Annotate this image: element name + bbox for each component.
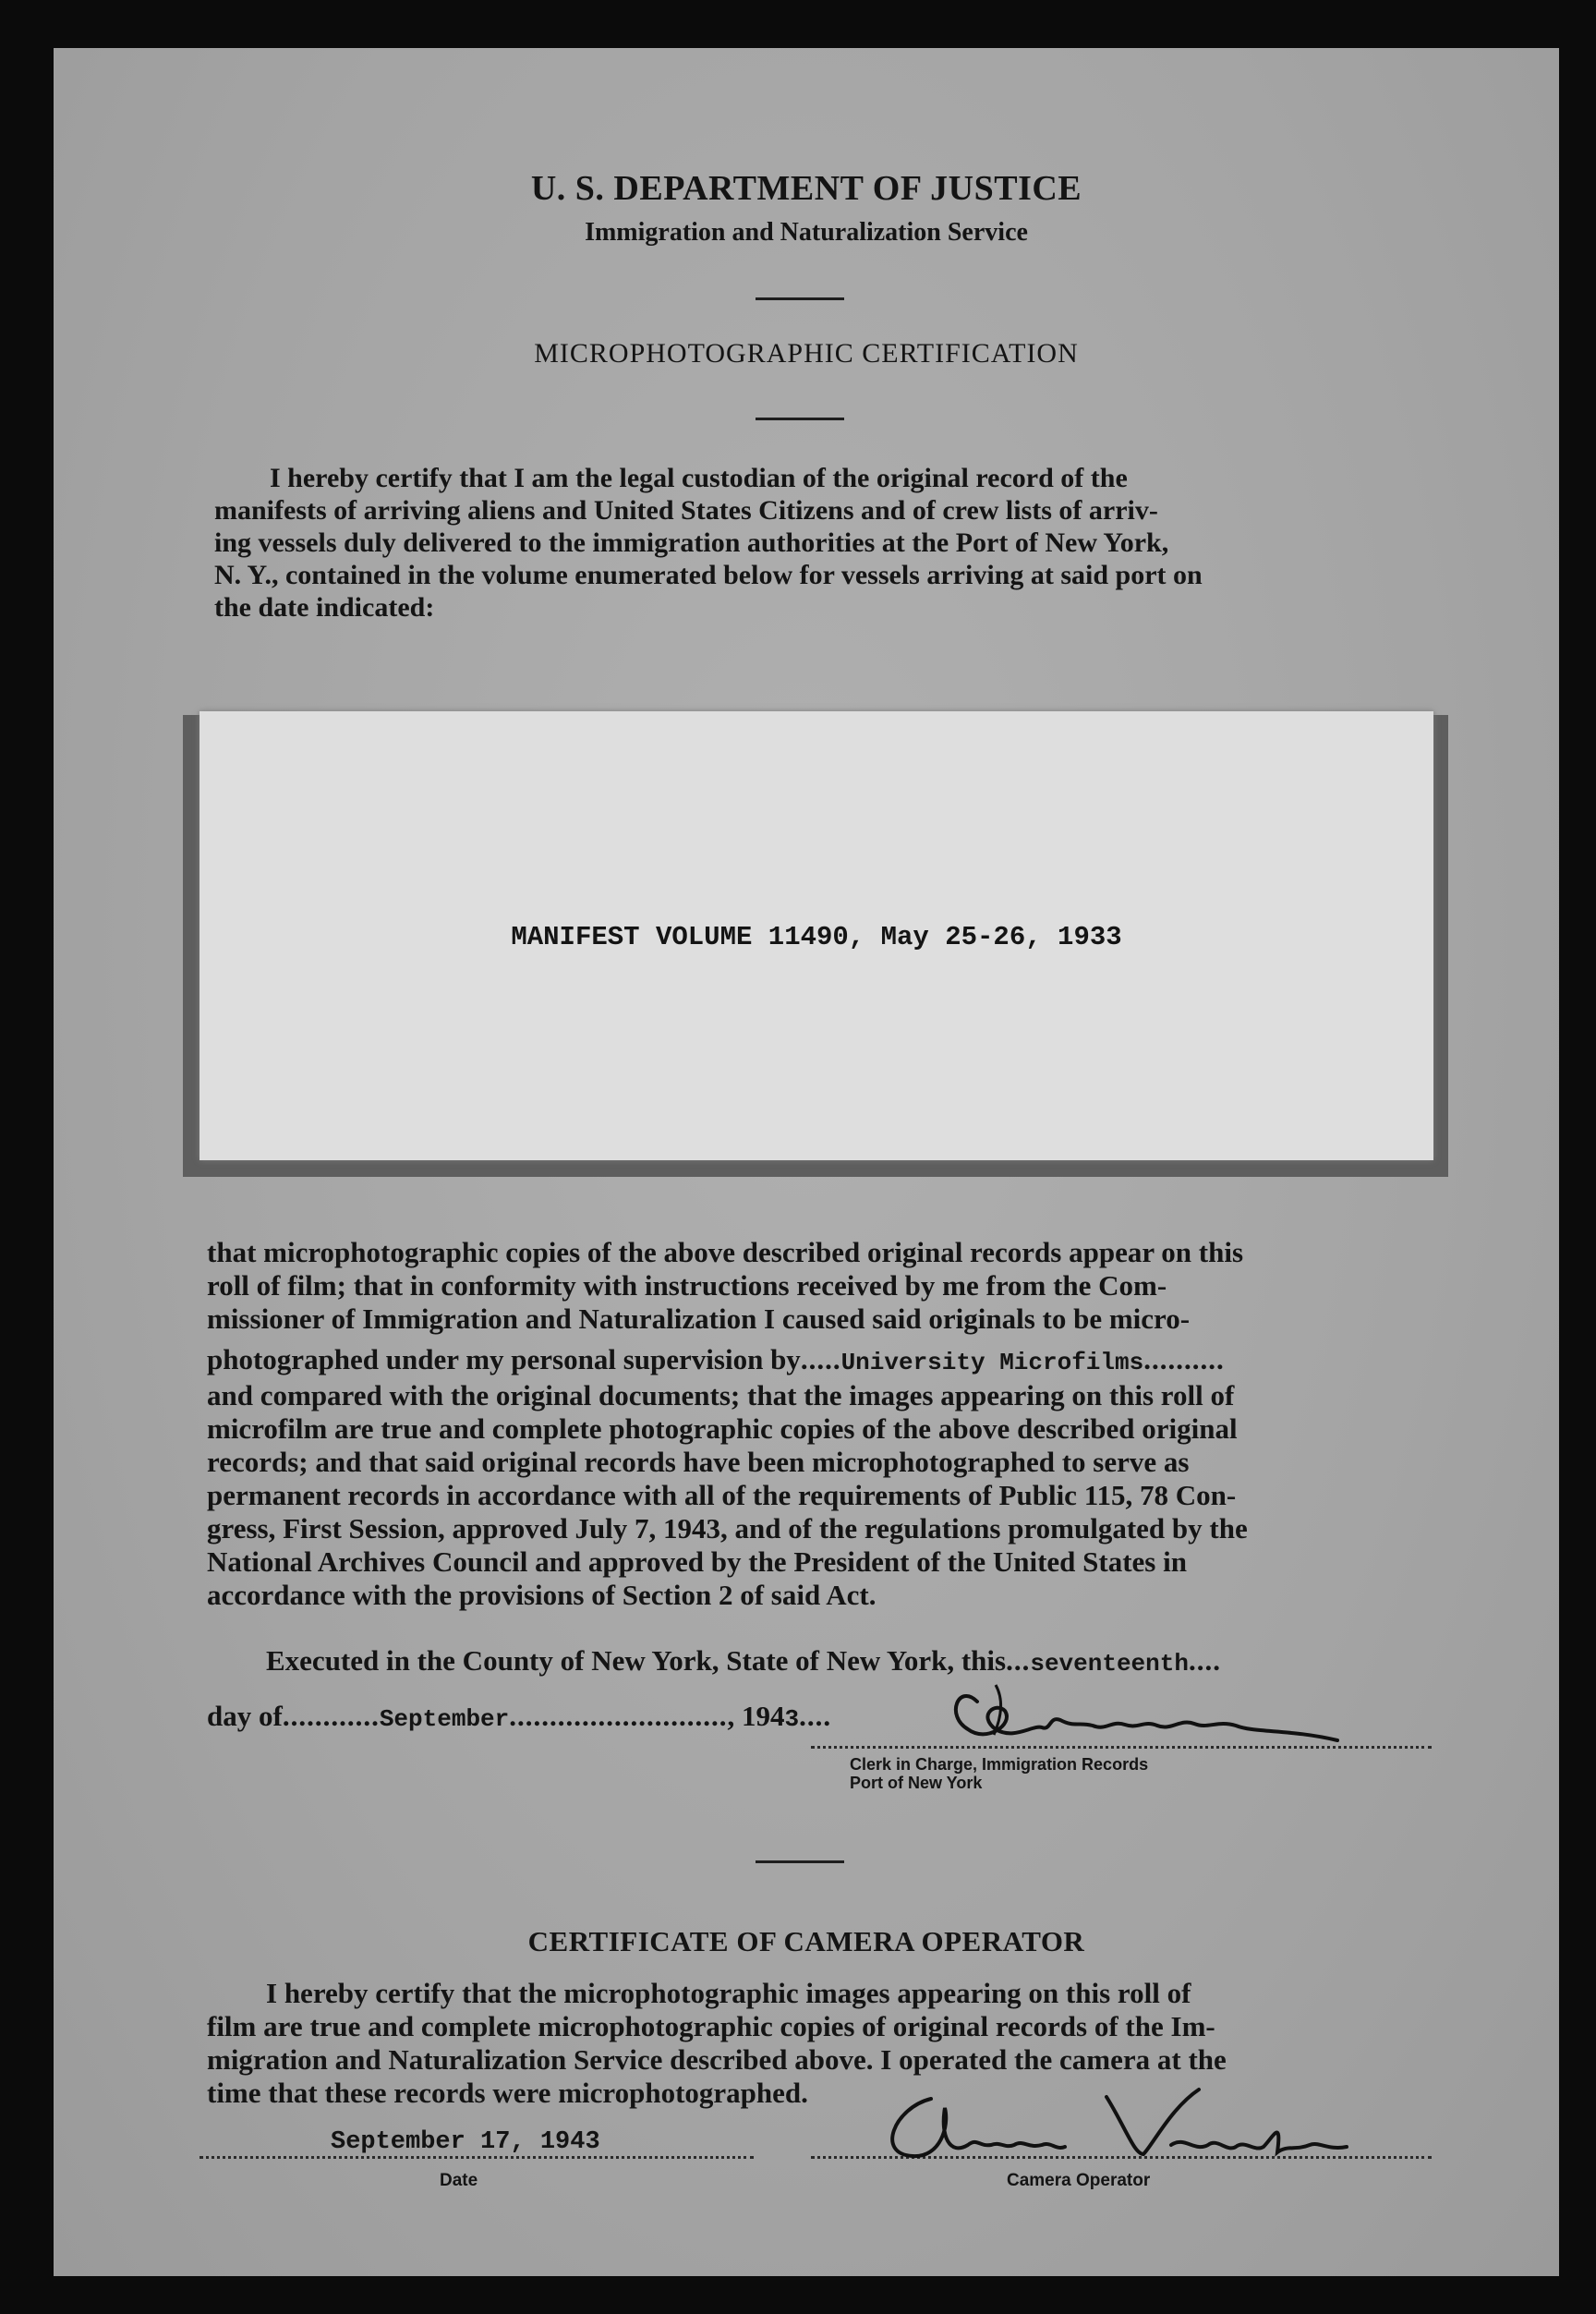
body-line: National Archives Council and approved by the President of the United States in [207,1545,1187,1578]
month-value: September [379,1705,510,1733]
executed-prefix: Executed in the County of New York, State of New York, this [266,1644,1007,1677]
supervisor-name: University Microfilms [840,1349,1144,1376]
body-line: gress, First Session, approved July 7, 1943, and of the regulations promulgated by the [207,1512,1248,1545]
manifest-card [200,711,1433,1160]
date-value: September 17, 1943 [331,2128,600,2156]
supervision-prefix: photographed under my personal supervision by [207,1343,801,1375]
date-line [200,2156,754,2159]
operator-signature [866,2080,1384,2173]
body-line: roll of film; that in conformity with instructions received by me from the Com- [207,1269,1167,1302]
department-title: U. S. DEPARTMENT OF JUSTICE [530,169,1082,208]
divider-rule-3 [756,1860,844,1863]
certification-title: MICROPHOTOGRAPHIC CERTIFICATION [534,338,1079,369]
day-of-prefix: day of [207,1700,283,1732]
camera-certificate-title: CERTIFICATE OF CAMERA OPERATOR [527,1925,1085,1957]
paragraph-line: N. Y., contained in the volume enumerated below for vessels arriving at said port on [214,560,1203,590]
certificate-sheet [54,48,1559,2276]
custodian-paragraph [214,462,1443,624]
body-line: microfilm are true and complete photographic copies of the above described original [207,1412,1238,1445]
clerk-caption [850,1755,1148,1792]
clerk-title: Clerk in Charge, Immigration Records [850,1755,1149,1774]
executed-line: Executed in the County of New York, State of New York, this...seventeenth.... [266,1644,1221,1678]
date-label: Date [440,2171,478,2190]
divider-rule-2 [756,418,844,420]
manifest-volume-label: MANIFEST VOLUME 11490, May 25-26, 1933 [511,922,1122,952]
body-line: and compared with the original documents; that the images appearing on this roll of [207,1379,1235,1411]
service-subtitle: Immigration and Naturalization Service [585,218,1028,247]
year-prefix: 194 [742,1700,785,1732]
body-line: missioner of Immigration and Naturalization I caused said originals to be micro- [207,1302,1191,1335]
certification-body [207,1236,1445,1612]
paragraph-line: ing vessels duly delivered to the immigration authorities at the Port of New York, [214,527,1169,558]
paragraph-line: manifests of arriving aliens and United States Citizens and of crew lists of arriv- [214,495,1158,526]
clerk-port: Port of New York [850,1774,983,1792]
year-suffix: 3 [784,1705,800,1733]
executed-day: seventeenth [1030,1650,1189,1678]
body-line: that microphotographic copies of the above described original records appear on this [207,1236,1244,1268]
paragraph-line: the date indicated: [214,592,435,623]
camera-line: I hereby certify that the microphotographic images appearing on this roll of [266,1977,1191,2009]
camera-line: film are true and complete microphotographic copies of original records of the Im- [207,2010,1215,2042]
day-of-line: day of............September..........................., 1943.... [207,1700,832,1733]
body-line: accordance with the provisions of Section 2 of said Act. [207,1579,877,1611]
body-line: permanent records in accordance with all of the requirements of Public 115, 78 Con- [207,1479,1237,1511]
clerk-signature [940,1674,1347,1757]
body-line: records; and that said original records have been microphotographed to serve as [207,1446,1190,1478]
operator-label: Camera Operator [1007,2171,1151,2190]
camera-line: migration and Naturalization Service described above. I operated the camera at the [207,2043,1227,2076]
divider-rule-1 [756,297,844,300]
paragraph-line: I hereby certify that I am the legal custodian of the original record of the [270,463,1128,493]
supervision-line: photographed under my personal supervision by.....University Microfilms.......... [207,1343,1225,1376]
camera-line: time that these records were microphotographed. [207,2077,808,2109]
